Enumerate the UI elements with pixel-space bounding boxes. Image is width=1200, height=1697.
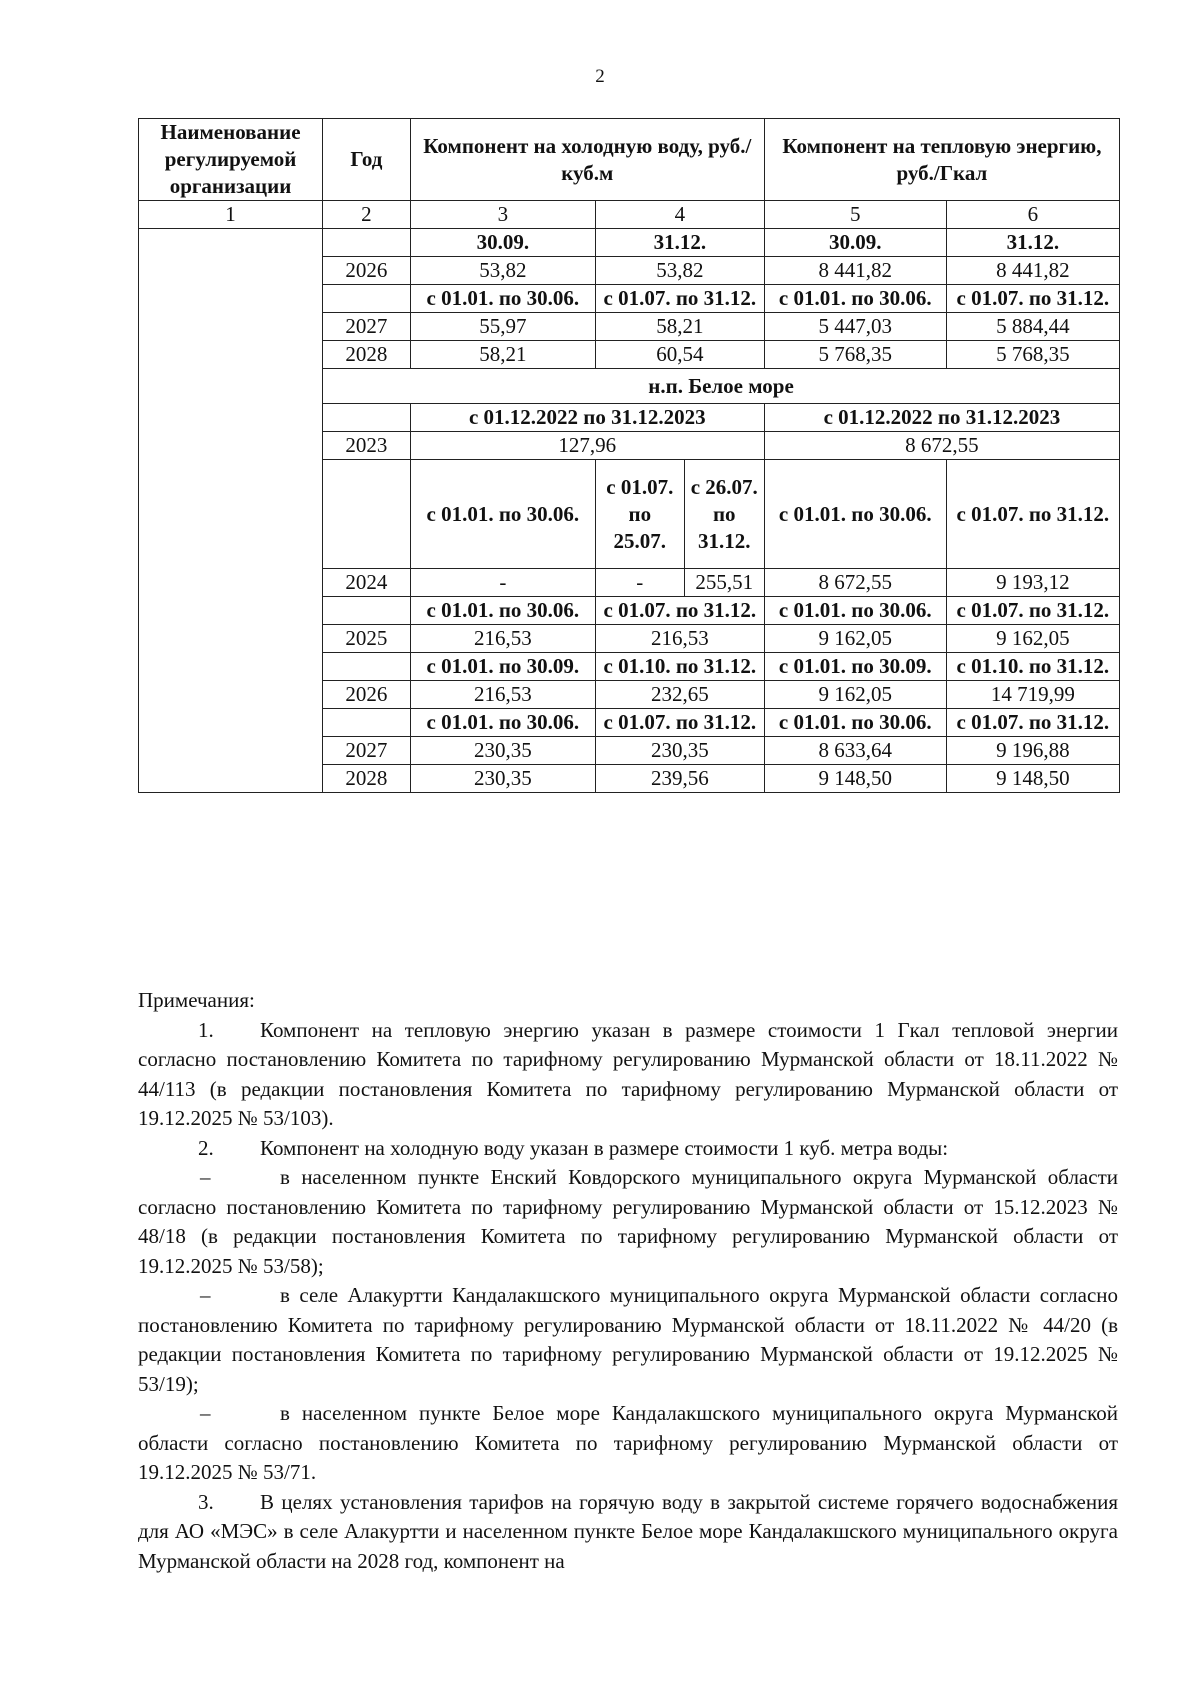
dash-marker: – bbox=[200, 1283, 211, 1307]
period-cell: с 01.12.2022 по 31.12.2023 bbox=[410, 404, 764, 432]
year-cell bbox=[323, 460, 411, 569]
year-cell bbox=[323, 285, 411, 313]
period-cell: с 01.07. по 31.12. bbox=[595, 285, 764, 313]
org-header: Наименование регулируемой организации bbox=[139, 119, 323, 201]
period-cell: с 01.01. по 30.09. bbox=[410, 653, 595, 681]
year-cell: 2023 bbox=[323, 432, 411, 460]
note-number: 1. bbox=[198, 1017, 214, 1042]
note-text: Компонент на тепловую энергию указан в размере стоимости 1 Гкал тепловой энергии согласно постановлению Комитета по тарифному регулированию Мурманской области от 18.11.2022 № 44/113 (в редакции постановления Комитета по тарифному регулированию Мурманской области от 19.12.2025 № 53/103). bbox=[138, 1017, 1118, 1130]
period-cell: с 01.07. по 31.12. bbox=[946, 285, 1119, 313]
value-cell: 5 447,03 bbox=[764, 313, 946, 341]
year-cell: 2026 bbox=[323, 257, 411, 285]
value-cell: 8 441,82 bbox=[946, 257, 1119, 285]
value-cell: - bbox=[410, 569, 595, 597]
note-bullet bbox=[138, 1163, 1118, 1281]
year-cell: 2025 bbox=[323, 625, 411, 653]
period-cell: с 01.01. по 30.06. bbox=[764, 285, 946, 313]
column-number-row bbox=[139, 201, 1120, 229]
value-cell: 5 768,35 bbox=[764, 341, 946, 369]
note-1 bbox=[138, 1016, 1118, 1134]
value-cell: 8 672,55 bbox=[764, 569, 946, 597]
dash-marker: – bbox=[200, 1401, 211, 1425]
period-cell: с 01.07. по 31.12. bbox=[946, 597, 1119, 625]
year-cell bbox=[323, 229, 411, 257]
value-cell: 8 441,82 bbox=[764, 257, 946, 285]
period-cell: с 01.01. по 30.06. bbox=[410, 597, 595, 625]
year-cell bbox=[323, 709, 411, 737]
period-cell: с 01.01. по 30.09. bbox=[764, 653, 946, 681]
period-cell: с 01.01. по 30.06. bbox=[764, 460, 946, 569]
value-cell: 239,56 bbox=[595, 765, 764, 793]
tariff-table bbox=[138, 118, 1120, 793]
period-cell: 31.12. bbox=[946, 229, 1119, 257]
page-number: 2 bbox=[595, 66, 605, 87]
value-cell: 232,65 bbox=[595, 681, 764, 709]
notes-section bbox=[138, 986, 1118, 1576]
table-header-row bbox=[139, 119, 1120, 201]
year-cell: 2028 bbox=[323, 765, 411, 793]
value-cell: 216,53 bbox=[410, 625, 595, 653]
period-cell: с 01.01. по 30.06. bbox=[410, 709, 595, 737]
value-cell: 55,97 bbox=[410, 313, 595, 341]
period-cell: с 01.01. по 30.06. bbox=[410, 285, 595, 313]
year-cell bbox=[323, 597, 411, 625]
note-text: Компонент на холодную воду указан в размере стоимости 1 куб. метра воды: bbox=[260, 1135, 949, 1160]
note-text: В целях установления тарифов на горячую воду в закрытой системе горячего водоснабжения для АО «МЭС» в селе Алакуртти и населенном пункте Белое море Кандалакшского муниципального округа Мурманской области на 2028 год, компонент на bbox=[138, 1489, 1118, 1573]
period-cell: с 01.01. по 30.06. bbox=[410, 460, 595, 569]
year-cell: 2028 bbox=[323, 341, 411, 369]
period-cell: 30.09. bbox=[764, 229, 946, 257]
note-number: 2. bbox=[198, 1135, 214, 1160]
period-cell: 31.12. bbox=[595, 229, 764, 257]
value-cell: 230,35 bbox=[410, 737, 595, 765]
period-cell: с 26.07. по 31.12. bbox=[684, 460, 764, 569]
cold-water-header: Компонент на холодную воду, руб./куб.м bbox=[410, 119, 764, 201]
section-title: н.п. Белое море bbox=[323, 369, 1120, 404]
value-cell: 53,82 bbox=[410, 257, 595, 285]
value-cell: 9 148,50 bbox=[764, 765, 946, 793]
col-num: 3 bbox=[410, 201, 595, 229]
period-cell: с 01.10. по 31.12. bbox=[946, 653, 1119, 681]
value-cell: 14 719,99 bbox=[946, 681, 1119, 709]
value-cell: 9 162,05 bbox=[764, 681, 946, 709]
col-num: 6 bbox=[946, 201, 1119, 229]
heat-header: Компонент на тепловую энергию, руб./Гкал bbox=[764, 119, 1119, 201]
value-cell: 8 672,55 bbox=[764, 432, 1119, 460]
value-cell: 9 162,05 bbox=[764, 625, 946, 653]
value-cell: 58,21 bbox=[595, 313, 764, 341]
value-cell: 60,54 bbox=[595, 341, 764, 369]
note-bullet bbox=[138, 1399, 1118, 1488]
value-cell: 9 196,88 bbox=[946, 737, 1119, 765]
value-cell: 216,53 bbox=[410, 681, 595, 709]
note-3 bbox=[138, 1488, 1118, 1577]
value-cell: 58,21 bbox=[410, 341, 595, 369]
period-cell: с 01.12.2022 по 31.12.2023 bbox=[764, 404, 1119, 432]
col-num: 5 bbox=[764, 201, 946, 229]
year-cell bbox=[323, 404, 411, 432]
year-cell bbox=[323, 653, 411, 681]
period-cell: с 01.07. по 25.07. bbox=[595, 460, 684, 569]
year-cell: 2026 bbox=[323, 681, 411, 709]
value-cell: 9 148,50 bbox=[946, 765, 1119, 793]
year-cell: 2027 bbox=[323, 313, 411, 341]
period-row bbox=[139, 229, 1120, 257]
note-2 bbox=[138, 1134, 1118, 1164]
value-cell: 9 162,05 bbox=[946, 625, 1119, 653]
value-cell: 5 768,35 bbox=[946, 341, 1119, 369]
value-cell: - bbox=[595, 569, 684, 597]
year-cell: 2024 bbox=[323, 569, 411, 597]
year-cell: 2027 bbox=[323, 737, 411, 765]
notes-title: Примечания: bbox=[138, 988, 255, 1012]
value-cell: 5 884,44 bbox=[946, 313, 1119, 341]
value-cell: 8 633,64 bbox=[764, 737, 946, 765]
value-cell: 216,53 bbox=[595, 625, 764, 653]
note-number: 3. bbox=[198, 1489, 214, 1514]
value-cell: 127,96 bbox=[410, 432, 764, 460]
value-cell: 9 193,12 bbox=[946, 569, 1119, 597]
period-cell: с 01.07. по 31.12. bbox=[595, 597, 764, 625]
col-num: 2 bbox=[323, 201, 411, 229]
period-cell: с 01.10. по 31.12. bbox=[595, 653, 764, 681]
value-cell: 53,82 bbox=[595, 257, 764, 285]
period-cell: с 01.07. по 31.12. bbox=[595, 709, 764, 737]
year-header: Год bbox=[323, 119, 411, 201]
note-bullet bbox=[138, 1281, 1118, 1399]
period-cell: с 01.01. по 30.06. bbox=[764, 709, 946, 737]
period-cell: 30.09. bbox=[410, 229, 595, 257]
period-cell: с 01.07. по 31.12. bbox=[946, 709, 1119, 737]
value-cell: 255,51 bbox=[684, 569, 764, 597]
col-num: 1 bbox=[139, 201, 323, 229]
bullet-text: в населенном пункте Белое море Кандалакшского муниципального округа Мурманской области согласно постановлению Комитета по тарифному регулированию Мурманской области от 19.12.2025 № 53/71. bbox=[138, 1401, 1118, 1484]
value-cell: 230,35 bbox=[410, 765, 595, 793]
period-cell: с 01.01. по 30.06. bbox=[764, 597, 946, 625]
value-cell: 230,35 bbox=[595, 737, 764, 765]
org-cell bbox=[139, 229, 323, 793]
period-cell: с 01.07. по 31.12. bbox=[946, 460, 1119, 569]
dash-marker: – bbox=[200, 1165, 211, 1189]
col-num: 4 bbox=[595, 201, 764, 229]
bullet-text: в селе Алакуртти Кандалакшского муниципального округа Мурманской области согласно постановлению Комитета по тарифному регулированию Мурманской области от 18.11.2022 № 44/20 (в редакции постановления Комитета по тарифному регулированию Мурманской области от 19.12.2025 № 53/19); bbox=[138, 1283, 1118, 1396]
bullet-text: в населенном пункте Енский Ковдорского муниципального округа Мурманской области согласно постановлению Комитета по тарифному регулированию Мурманской области от 15.12.2023 № 48/18 (в редакции постановления Комитета по тарифному регулированию Мурманской области от 19.12.2025 № 53/58); bbox=[138, 1165, 1118, 1278]
